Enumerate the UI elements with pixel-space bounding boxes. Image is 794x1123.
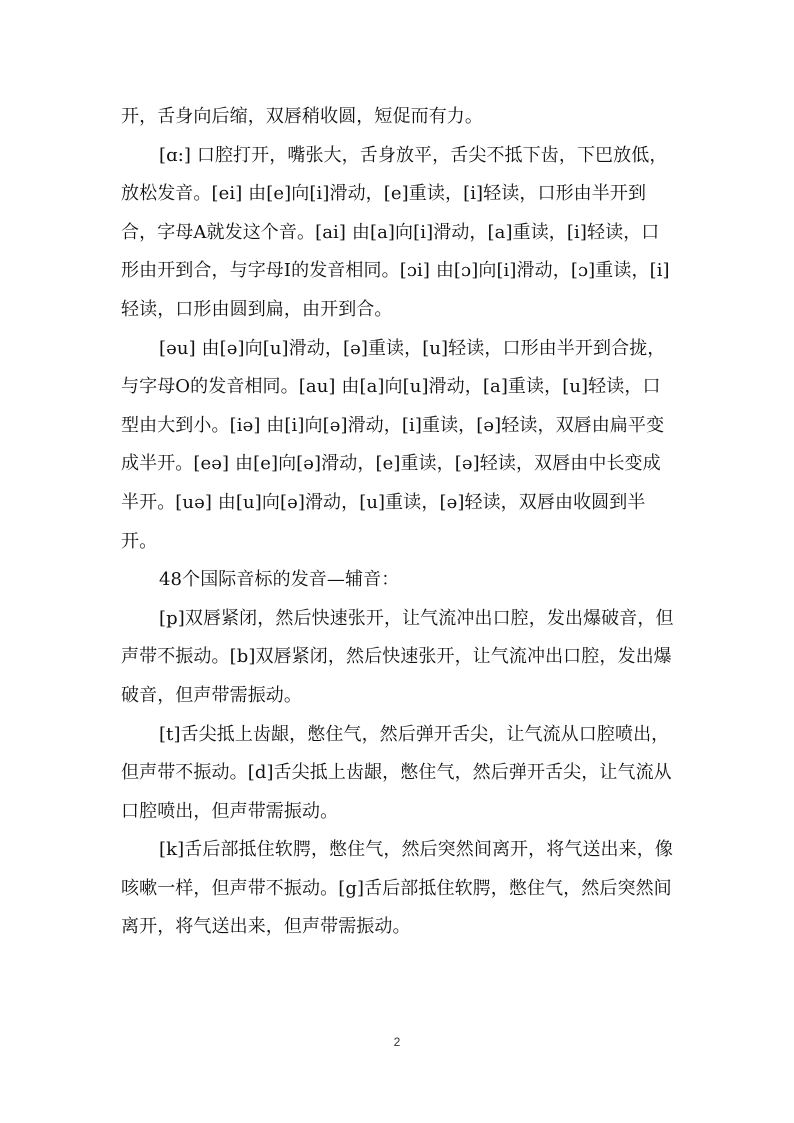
page-number: 2 (393, 1035, 401, 1049)
page-body (121, 98, 677, 947)
paragraph-p-b: [p]双唇紧闭，然后快速张开，让气流冲出口腔，发出爆破音，但声带不振动。[b]双唇紧闭，然后快速张开，让气流冲出口腔，发出爆破音，但声带需振动。 (121, 607, 674, 706)
paragraph-continued: 开，舌身向后缩，双唇稍收圆，短促而有力。 (121, 106, 483, 127)
paragraph-vowel-diphthongs: [ɑ:] 口腔打开，嘴张大，舌身放平，舌尖不抵下齿，下巴放低，放松发音。[ei] 由[e]向[i]滑动，[e]重读，[i]轻读，口形由半开到合，字母A就发这个音。[ai] 由[a]向[i]滑动，[a]重读，[i]轻读，口形由开到合，与字母I的发音相同。[ɔi] 由[ɔ]向[i]滑动，[ɔ]重读，[i]轻读，口形由圆到扁，由开到合。 (121, 144, 670, 320)
paragraph-t-d: [t]舌尖抵上齿龈，憋住气，然后弹开舌尖，让气流从口腔喷出，但声带不振动。[d]舌尖抵上齿龈，憋住气，然后弹开舌尖，让气流从口腔喷出，但声带需振动。 (121, 723, 672, 822)
paragraph-k-g: [k]舌后部抵住软腭，憋住气，然后突然间离开，将气送出来，像咳嗽一样，但声带不振动。[g]舌后部抵住软腭，憋住气，然后突然间离开，将气送出来，但声带需振动。 (121, 839, 673, 938)
section-heading-consonants: 48个国际音标的发音—辅音： (159, 569, 400, 591)
paragraph-centering-diphthongs: [əu] 由[ə]向[u]滑动，[ə]重读，[u]轻读，口形由半开到合拢，与字母O的发音相同。[au] 由[a]向[u]滑动，[a]重读，[u]轻读，口型由大到小。[iə] 由[i]向[ə]滑动，[i]重读，[ə]轻读，双唇由扁平变成半开。[eə] 由[e]向[ə]滑动，[e]重读，[ə]轻读，双唇由中长变成半开。[uə] 由[u]向[ə]滑动，[u]重读，[ə]轻读，双唇由收圆到半开。 (121, 337, 666, 552)
